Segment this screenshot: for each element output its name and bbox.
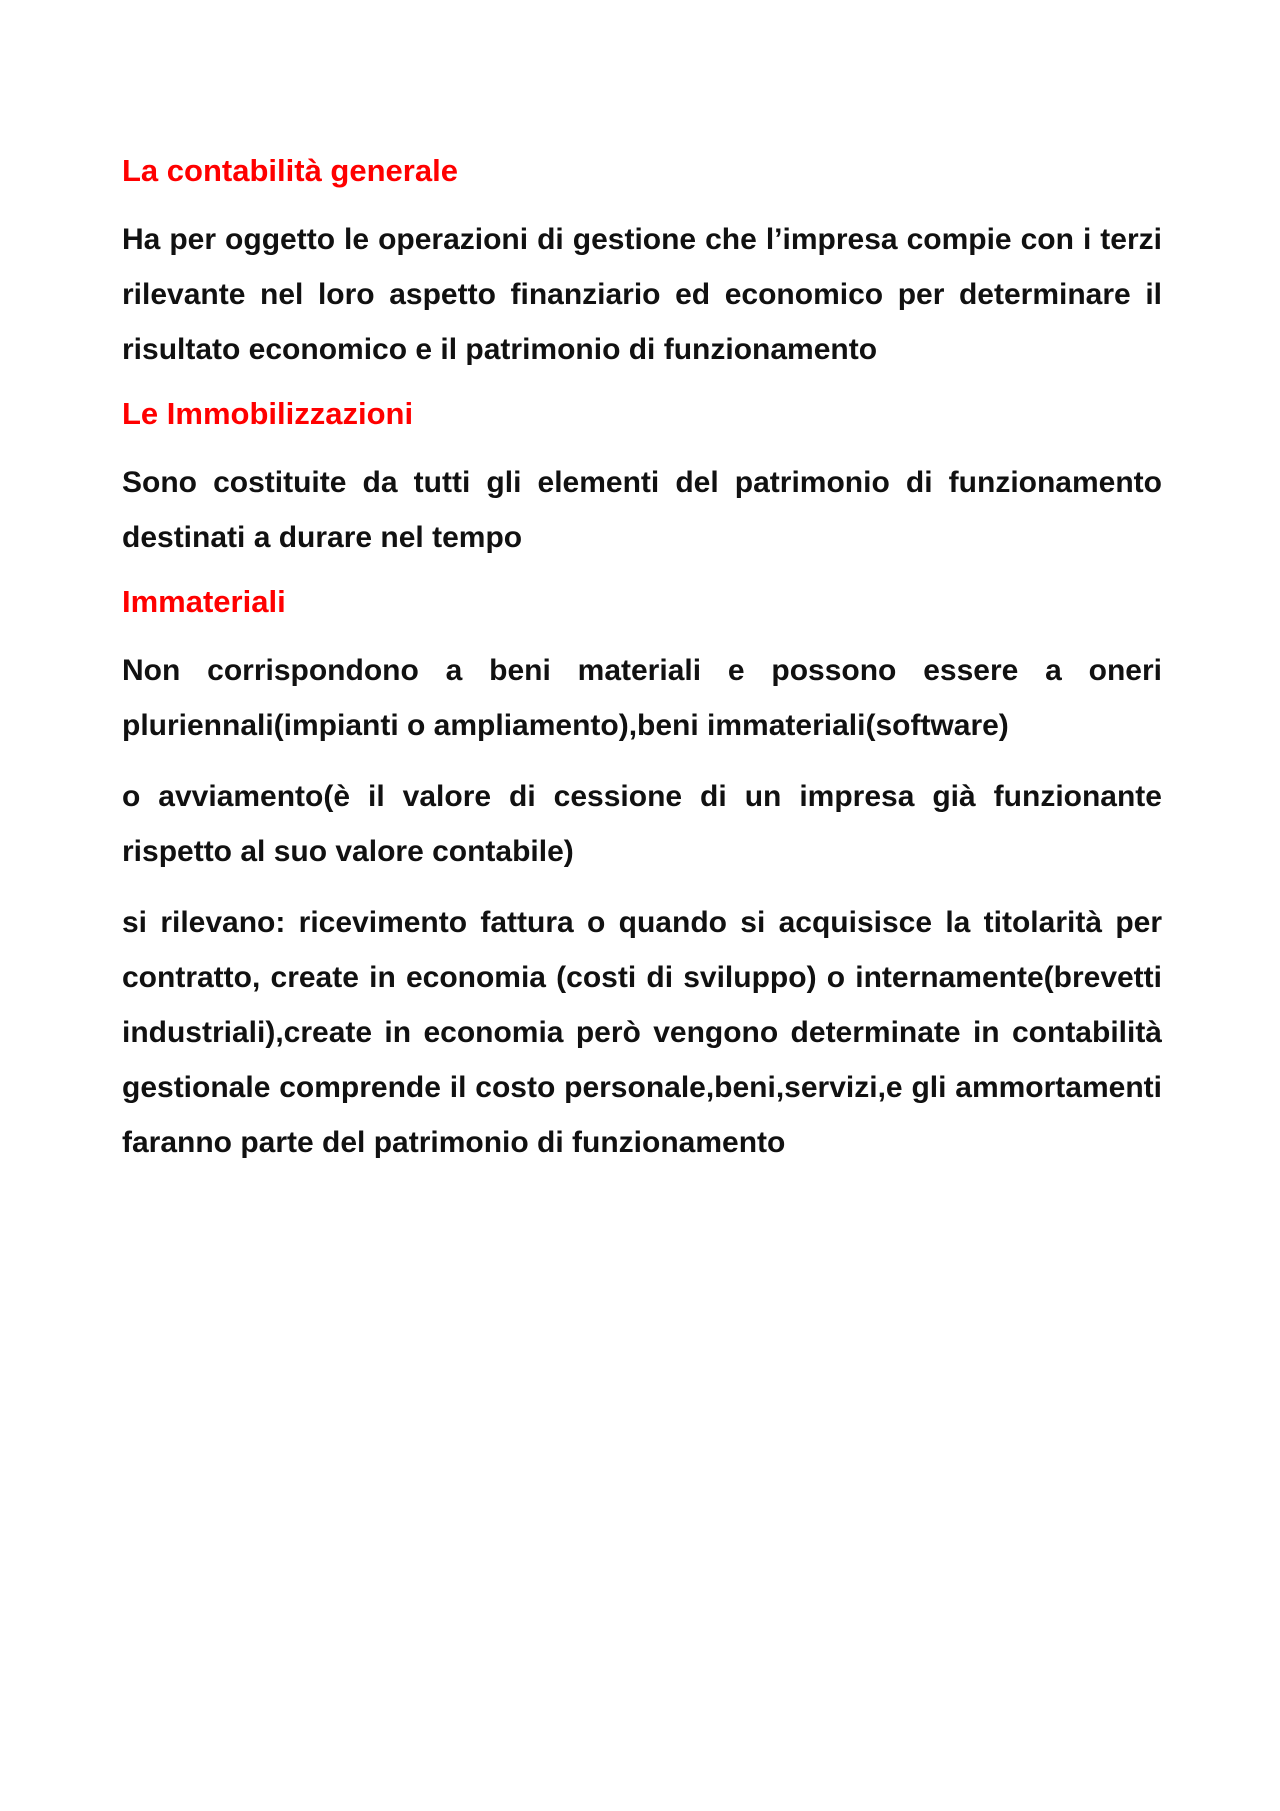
- paragraph-contabilita-generale: Ha per oggetto le operazioni di gestione che l’impresa compie con i terzi rilevante nel loro aspetto finanziario ed economico per determinare il risultato economico e il patrimonio di funzionamento: [122, 223, 1162, 366]
- paragraph-immobilizzazioni: Sono costituite da tutti gli elementi del patrimonio di funzionamento destinati a durare nel tempo: [122, 466, 1162, 554]
- section-heading-immateriali: Immateriali: [122, 584, 286, 619]
- paragraph-immateriali-definizione: Non corrispondono a beni materiali e possono essere a oneri pluriennali(impianti o ampliamento),beni immateriali(software): [122, 654, 1162, 742]
- document-page: [122, 150, 1162, 1186]
- section-heading-immobilizzazioni: Le Immobilizzazioni: [122, 396, 414, 431]
- section-heading-contabilita-generale: La contabilità generale: [122, 153, 458, 188]
- paragraph-immateriali-rilevazione: si rilevano: ricevimento fattura o quando si acquisisce la titolarità per contratto, create in economia (costi di sviluppo) o internamente(brevetti industriali),create in economia però vengono determinate in contabilità gestionale comprende il costo personale,beni,servizi,e gli ammortamenti faranno parte del patrimonio di funzionamento: [122, 906, 1162, 1159]
- paragraph-immateriali-avviamento: o avviamento(è il valore di cessione di un impresa già funzionante rispetto al suo valore contabile): [122, 780, 1162, 868]
